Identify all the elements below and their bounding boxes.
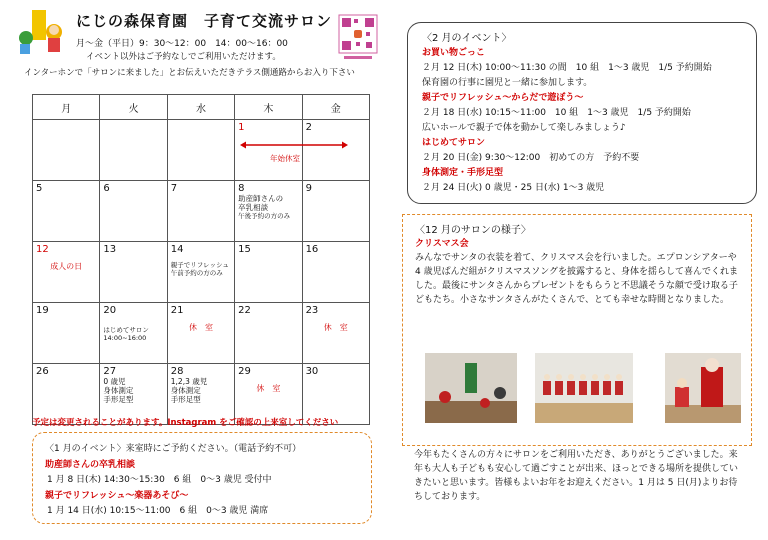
february-event-title: 親子でリフレッシュ～からだで遊ぼう～ [422, 93, 584, 103]
calendar-cell [235, 242, 302, 303]
day-number: 22 [238, 305, 251, 316]
january-events-box [32, 432, 372, 524]
calendar-cell [167, 303, 234, 364]
entry-note: インターホンで「サロンに来ました」とお伝えいただきテラス側通路からお入り下さい [24, 68, 355, 78]
january-event-detail: 1 月 14 日(水) 10:15～11:00 6 組 0～3 歳児 満席 [47, 506, 269, 516]
calendar-cell [167, 242, 234, 303]
february-event-detail: ２月 24 日(火) 0 歳児・25 日(水) 1～3 歳児 [422, 183, 605, 193]
calendar-cell [235, 120, 302, 181]
february-events-box [407, 22, 757, 204]
schedule-warning: 予定は変更されることがあります。Instagram をご確認の上来室してください [32, 418, 339, 428]
day-number: 19 [36, 305, 49, 316]
closing-message: 今年もたくさんの方々にサロンをご利用いただき、ありがとうございました。来年も大人も子どもも安心して過ごすことが出来、ほっとできる場所を提供していきたいと思います。皆様もよいお年をお迎えください。1 月は 5 日(月)よりお待ちしております。 [414, 450, 739, 502]
january-event-title: 助産師さんの卒乳相談 [45, 460, 136, 470]
closed-label: 休 室 [323, 323, 348, 332]
calendar-cell [167, 181, 234, 242]
february-event-title: 身体測定・手形足型 [422, 168, 504, 178]
day-number: 8 [238, 183, 245, 194]
december-report-text: みんなでサンタの衣装を着て、クリスマス会を行いました。エプロンシアターや 4 歳児ぱんだ組がクリスマスソングを披露すると、身体を揺らして喜んでくれました。最後にサンタさんからプレゼントをもらうと不思議そうな顔で受け取る子どもたち。小さなサンタさんがたくさんで、とても幸せな時間となりました。 [415, 253, 739, 305]
christmas-photo [425, 353, 517, 423]
event-note: はじめてサロン [103, 326, 149, 334]
event-note: 14:00~16:00 [103, 334, 147, 342]
event-note: 午前予約の方のみ [170, 269, 223, 277]
calendar-cell [33, 120, 100, 181]
day-number: 5 [36, 183, 43, 194]
calendar-cell [167, 120, 234, 181]
february-heading: 〈2 月のイベント〉 [422, 33, 512, 44]
event-note: 親子でリフレッシュ [170, 261, 229, 269]
event-note: 助産師さんの [238, 194, 284, 203]
day-number: 15 [238, 244, 251, 255]
weekday-thu: 木 [235, 95, 302, 120]
december-heading: 〈12 月のサロンの様子〉 [415, 225, 531, 236]
january-event-detail: 1 月 8 日(木) 14:30～15:30 6 組 0～3 歳児 受付中 [47, 475, 272, 485]
december-event-title: クリスマス会 [415, 239, 469, 249]
weekday-wed: 水 [167, 95, 234, 120]
february-event-title: はじめてサロン [422, 138, 486, 148]
opening-hours: 月～金（平日）9：30～12：00 14：00～16：00 [76, 39, 288, 49]
calendar-cell [100, 181, 167, 242]
day-number: 2 [305, 122, 312, 133]
weekday-fri: 金 [302, 95, 369, 120]
february-event-title: お買い物ごっこ [422, 48, 485, 58]
calendar-cell [235, 181, 302, 242]
december-report-box [402, 214, 752, 446]
weekday-mon: 月 [33, 95, 100, 120]
day-number: 12 [36, 244, 49, 255]
page-title: にじの森保育園 子育て交流サロン [76, 12, 333, 30]
day-number: 13 [103, 244, 117, 255]
event-note: 手形足型 [103, 395, 134, 404]
closed-label: 休 室 [256, 384, 281, 393]
calendar-cell [302, 303, 369, 364]
day-number: 6 [103, 183, 110, 194]
day-number: 27 [103, 366, 117, 377]
holiday-label: 年始休室 [270, 154, 300, 163]
event-note: 卒乳相談 [238, 203, 269, 212]
event-note: 身体測定 [170, 386, 201, 395]
holiday-label: 成人の日 [50, 262, 83, 271]
instagram-qr-icon[interactable] [338, 14, 378, 62]
event-note: 手形足型 [170, 395, 201, 404]
february-event-note: 保育園の行事に園児と一緒に参加します。 [422, 78, 593, 88]
weekday-tue: 火 [100, 95, 167, 120]
calendar-cell [100, 303, 167, 364]
day-number: 26 [36, 366, 49, 377]
february-event-detail: ２月 18 日(水) 10:15～11:00 10 組 1～3 歳児 1/5 予約開始 [422, 108, 691, 118]
event-note: 0 歳児 [103, 377, 126, 386]
christmas-photo [535, 353, 633, 423]
christmas-photo [665, 353, 741, 423]
day-number: 20 [103, 305, 117, 316]
january-heading: 〈1 月のイベント〉来室時にご予約ください。（電話予約不可） [45, 444, 302, 454]
day-number: 16 [305, 244, 319, 255]
event-note: 1,2,3 歳児 [170, 377, 208, 386]
january-event-title: 親子でリフレッシュ～楽器あそび～ [45, 491, 189, 501]
calendar-cell [302, 120, 369, 181]
nursery-logo [14, 8, 70, 60]
calendar-cell [235, 303, 302, 364]
calendar-cell [100, 242, 167, 303]
calendar-cell [33, 181, 100, 242]
calendar-cell [302, 181, 369, 242]
february-event-detail: ２月 12 日(木) 10:00～11:30 の間 10 組 1～3 歳児 1/5 予約開始 [422, 63, 712, 73]
calendar-cell [33, 303, 100, 364]
february-event-detail: ２月 20 日(金) 9:30～12:00 初めての方 予約不要 [422, 153, 640, 163]
day-number: 1 [238, 122, 245, 133]
calendar-cell [302, 242, 369, 303]
day-number: 23 [305, 305, 319, 316]
day-number: 7 [170, 183, 178, 194]
event-note: 午後予約の方のみ [238, 212, 291, 220]
day-number: 30 [305, 366, 319, 377]
day-number: 14 [170, 244, 184, 255]
day-number: 29 [238, 366, 251, 377]
february-event-note: 広いホールで親子で体を動かして楽しみましょう♪ [422, 123, 626, 133]
event-note: 身体測定 [103, 386, 134, 395]
day-number: 28 [170, 366, 184, 377]
usage-note: イベント以外はご予約なしでご利用いただけます。 [86, 52, 281, 62]
closed-label: 休 室 [188, 323, 213, 332]
day-number: 21 [170, 305, 184, 316]
calendar-cell [33, 242, 100, 303]
day-number: 9 [305, 183, 312, 194]
holiday-range-arrow [240, 141, 348, 149]
calendar-cell [100, 120, 167, 181]
